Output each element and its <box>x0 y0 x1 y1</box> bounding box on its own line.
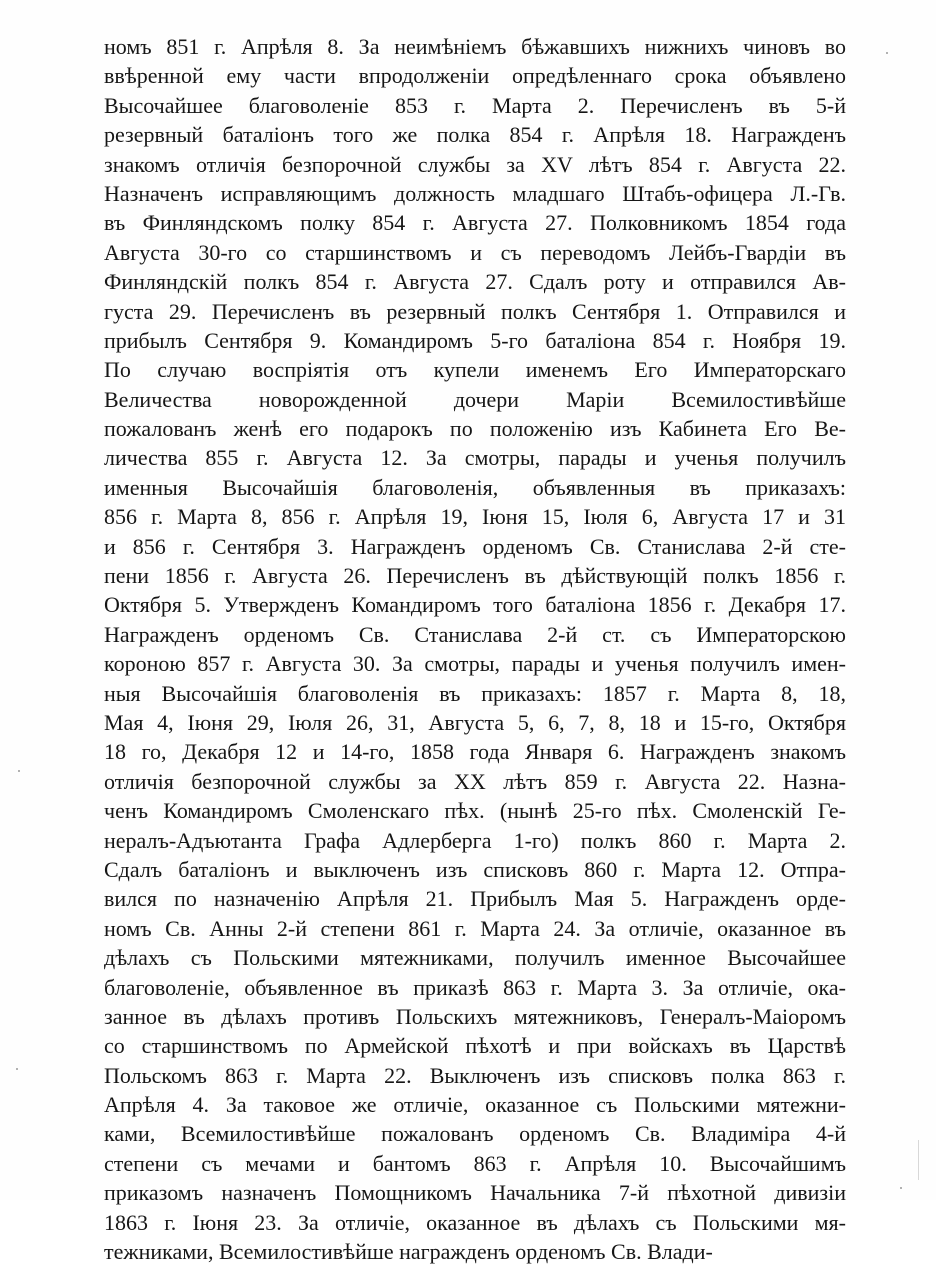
text-line: густа 29. Перечисленъ въ резервный полкъ Сентября 1. Отправился и <box>104 298 846 324</box>
text-line: знакомъ отличія безпорочной службы за XV лѣтъ 854 г. Августа 22. <box>104 151 846 177</box>
text-line: со старшинствомъ по Армейской пѣхотѣ и при войскахъ въ Царствѣ <box>104 1033 846 1059</box>
text-line: номъ 851 г. Апрѣля 8. За неимѣніемъ бѣжавшихъ нижнихъ чиновъ во <box>104 34 846 59</box>
text-line: ныя Высочайшія благоволенія въ приказахъ: 1857 г. Марта 8, 18, <box>104 680 846 706</box>
text-line: Назначенъ исправляющимъ должность младшаго Штабъ-офицера Л.-Гв. <box>104 180 846 206</box>
text-line: короною 857 г. Августа 30. За смотры, парады и ученья получилъ имен- <box>104 651 846 677</box>
text-line: Награжденъ орденомъ Св. Станислава 2-й ст. съ Императорскою <box>104 621 846 647</box>
text-line: занное въ дѣлахъ противъ Польскихъ мятежниковъ, Генералъ-Маіоромъ <box>104 1003 846 1029</box>
text-line: Польскомъ 863 г. Марта 22. Выключенъ изъ списковъ полка 863 г. <box>104 1062 846 1088</box>
text-line: личества 855 г. Августа 12. За смотры, парады и ученья получилъ <box>104 445 846 471</box>
text-line: отличія безпорочной службы за XX лѣтъ 859 г. Августа 22. Назна- <box>104 768 846 794</box>
text-line: тежниками, Всемилостивѣйше награжденъ орденомъ Св. Влади- <box>104 1239 713 1265</box>
text-line: нералъ-Адъютанта Графа Адлерберга 1-го) полкъ 860 г. Марта 2. <box>104 827 846 853</box>
text-line: степени съ мечами и бантомъ 863 г. Апрѣля 10. Высочайшимъ <box>104 1150 846 1176</box>
text-line: По случаю воспріятія отъ купели именемъ Его Императорскаго <box>104 357 846 383</box>
text-line: пени 1856 г. Августа 26. Перечисленъ въ дѣйствующій полкъ 1856 г. <box>104 563 846 589</box>
scan-speck <box>900 1187 902 1189</box>
text-line: ввѣренной ему части впродолженіи опредѣленнаго срока объявлено <box>104 63 846 89</box>
text-line: именныя Высочайшія благоволенія, объявленныя въ приказахъ: <box>104 474 846 500</box>
text-line: 1863 г. Іюня 23. За отличіе, оказанное въ дѣлахъ съ Польскими мя- <box>104 1209 846 1235</box>
text-line: Сдалъ баталіонъ и выключенъ изъ списковъ 860 г. Марта 12. Отпра- <box>104 856 846 882</box>
text-line: 18 го, Декабря 12 и 14-го, 1858 года Января 6. Награжденъ знакомъ <box>104 739 846 765</box>
text-line: ками, Всемилостивѣйше пожалованъ орденомъ Св. Владиміра 4-й <box>104 1121 846 1147</box>
text-line: прибылъ Сентября 9. Командиромъ 5-го баталіона 854 г. Ноября 19. <box>104 327 846 353</box>
text-line: ченъ Командиромъ Смоленскаго пѣх. (нынѣ 25-го пѣх. Смоленскій Ге- <box>104 798 846 824</box>
text-line: приказомъ назначенъ Помощникомъ Начальника 7-й пѣхотной дивизіи <box>104 1180 846 1206</box>
body-text <box>104 32 846 1266</box>
text-line: Мая 4, Іюня 29, Іюля 26, 31, Августа 5, 6, 7, 8, 18 и 15-го, Октября <box>104 709 846 735</box>
text-line: резервный баталіонъ того же полка 854 г. Апрѣля 18. Награжденъ <box>104 122 846 148</box>
text-line: 856 г. Марта 8, 856 г. Апрѣля 19, Іюня 15, Іюля 6, Августа 17 и 31 <box>104 504 846 530</box>
text-line: дѣлахъ съ Польскими мятежниками, получилъ именное Высочайшее <box>104 945 846 971</box>
text-line: Высочайшее благоволеніе 853 г. Марта 2. Перечисленъ въ 5-й <box>104 92 846 118</box>
text-line: и 856 г. Сентября 3. Награжденъ орденомъ Св. Станислава 2-й сте- <box>104 533 846 559</box>
text-line: Апрѣля 4. За таковое же отличіе, оказанное съ Польскими мятежни- <box>104 1092 846 1118</box>
scan-edge-line <box>918 1140 919 1180</box>
text-line: въ Финляндскомъ полку 854 г. Августа 27. Полковникомъ 1854 года <box>104 210 846 236</box>
text-line: благоволеніе, объявленное въ приказѣ 863 г. Марта 3. За отличіе, ока- <box>104 974 846 1000</box>
text-line: номъ Св. Анны 2-й степени 861 г. Марта 24. За отличіе, оказанное въ <box>104 915 846 941</box>
scan-speck <box>18 770 20 772</box>
text-line: вился по назначенію Апрѣля 21. Прибылъ Мая 5. Награжденъ орде- <box>104 886 846 912</box>
text-line: пожалованъ женѣ его подарокъ по положенію изъ Кабинета Его Ве- <box>104 416 846 442</box>
scan-speck <box>16 1068 18 1070</box>
scan-speck <box>886 52 888 54</box>
text-line: Финляндскій полкъ 854 г. Августа 27. Сдалъ роту и отправился Ав- <box>104 269 846 295</box>
text-line: Величества новорожденной дочери Маріи Всемилостивѣйше <box>104 386 846 412</box>
text-line: Октября 5. Утвержденъ Командиромъ того баталіона 1856 г. Декабря 17. <box>104 592 846 618</box>
text-line: Августа 30-го со старшинствомъ и съ переводомъ Лейбъ-Гвардіи въ <box>104 239 846 265</box>
